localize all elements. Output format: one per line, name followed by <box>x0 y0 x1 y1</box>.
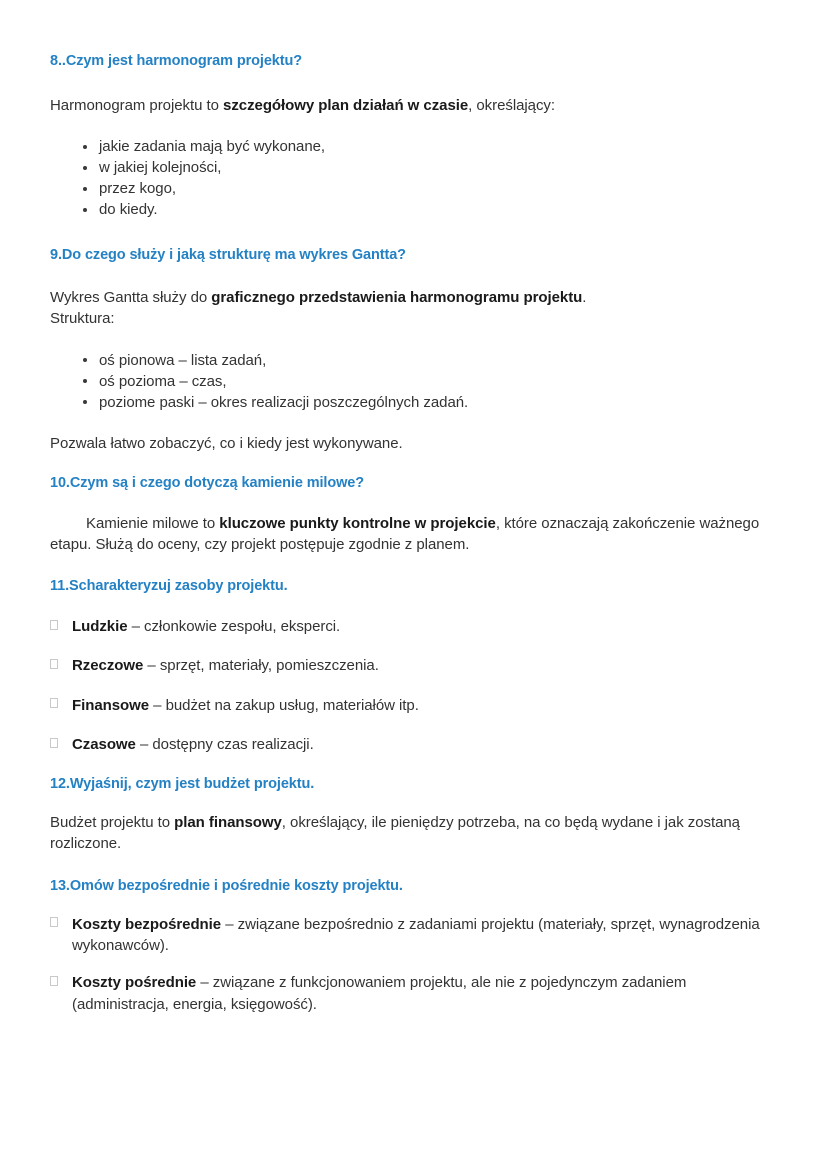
cost-item-description: – związane bezpośrednio z zadaniami projektu (materiały, sprzęt, wynagrodzenia wykonawców). <box>72 915 760 954</box>
paragraph-9-closing: Pozwala łatwo zobaczyć, co i kiedy jest wykonywane. <box>50 434 403 452</box>
bullet-disc-icon <box>83 187 87 191</box>
heading-question-9: 9.Do czego służy i jaką strukturę ma wykres Gantta? <box>50 247 406 264</box>
spacer <box>50 116 775 136</box>
bullet-disc-icon <box>83 358 87 362</box>
resource-item-ludzkie <box>50 616 775 637</box>
paragraph-8-intro-suffix: , określający: <box>468 96 555 114</box>
empty-box-glyph-icon <box>50 738 58 748</box>
paragraph-12-suffix: , określający, ile pieniędzy potrzeba, na co będą wydane i jak zostaną rozliczone. <box>50 814 740 853</box>
list-item <box>50 157 775 178</box>
list-item <box>50 350 775 371</box>
paragraph-8-intro-prefix: Harmonogram projektu to <box>50 96 224 114</box>
resource-item-rzeczowe <box>50 655 775 676</box>
heading-question-10: 10.Czym są i czego dotyczą kamienie milowe? <box>50 474 365 491</box>
cost-item-term: Koszty bezpośrednie <box>72 915 222 933</box>
cost-item-bezposrednie <box>50 914 775 957</box>
list-item-label: oś pionowa – lista zadań, <box>99 351 267 369</box>
empty-box-glyph-icon <box>50 698 58 708</box>
resource-item-finansowe <box>50 695 775 716</box>
spacer <box>50 265 775 287</box>
empty-box-glyph-icon <box>50 659 58 669</box>
list-item-label: w jakiej kolejności, <box>99 159 222 177</box>
spacer <box>50 755 775 775</box>
paragraph-9-intro-prefix: Wykres Gantta służy do <box>50 288 212 306</box>
heading-question-8: 8..Czym jest harmonogram projektu? <box>50 53 303 69</box>
paragraph-8-intro <box>50 95 775 116</box>
resource-item-term: Finansowe <box>72 696 150 714</box>
cost-item-term: Koszty pośrednie <box>72 974 197 992</box>
cost-item-description: – związane z funkcjonowaniem projektu, ale nie z pojedynczym zadaniem (administracja, energia, księgowość). <box>72 974 687 1013</box>
list-item <box>50 199 775 220</box>
cost-item-posrednie <box>50 972 775 1015</box>
list-item <box>50 371 775 392</box>
paragraph-9-intro-suffix: . <box>582 288 587 306</box>
bullet-disc-icon <box>83 379 87 383</box>
heading-question-13: 13.Omów bezpośrednie i pośrednie koszty projektu. <box>50 877 403 894</box>
resource-item-description: – dostępny czas realizacji. <box>135 736 314 754</box>
spacer <box>50 956 775 972</box>
paragraph-12-body <box>50 812 775 855</box>
spacer <box>50 637 775 655</box>
bullet-list-9 <box>50 350 775 413</box>
spacer <box>50 413 775 433</box>
list-item-label: poziome paski – okres realizacji poszczególnych zadań. <box>99 393 469 411</box>
resource-item-description: – budżet na zakup usług, materiałów itp. <box>149 696 419 714</box>
list-item-label: do kiedy. <box>99 201 158 219</box>
spacer <box>50 220 775 246</box>
document-body <box>50 52 775 1015</box>
list-item-label: jakie zadania mają być wykonane, <box>99 138 326 156</box>
list-item <box>50 178 775 199</box>
bullet-disc-icon <box>83 400 87 404</box>
paragraph-10-bold: kluczowe punkty kontrolne w projekcie <box>219 514 496 532</box>
paragraph-12-prefix: Budżet projektu to <box>50 814 175 832</box>
empty-box-glyph-icon <box>50 976 58 986</box>
spacer <box>50 493 775 513</box>
spacer <box>50 794 775 812</box>
spacer <box>50 71 775 95</box>
resource-item-description: – sprzęt, materiały, pomieszczenia. <box>143 657 379 675</box>
spacer <box>50 896 775 914</box>
list-item <box>50 136 775 157</box>
spacer <box>50 454 775 474</box>
paragraph-10-prefix: Kamienie milowe to <box>86 514 220 532</box>
spacer <box>50 716 775 734</box>
list-item-label: oś pozioma – czas, <box>99 372 227 390</box>
list-item-label: przez kogo, <box>99 180 176 198</box>
resource-item-term: Ludzkie <box>72 618 128 636</box>
list-item <box>50 392 775 413</box>
paragraph-9-intro-bold: graficznego przedstawienia harmonogramu projektu <box>211 288 583 306</box>
spacer <box>50 677 775 695</box>
heading-question-11: 11.Scharakteryzuj zasoby projektu. <box>50 578 288 595</box>
bullet-list-8 <box>50 136 775 220</box>
paragraph-10-body <box>50 513 775 556</box>
resource-item-term: Rzeczowe <box>72 657 144 675</box>
paragraph-9-intro <box>50 287 775 308</box>
spacer <box>50 330 775 350</box>
paragraph-12-bold: plan finansowy <box>174 814 282 832</box>
empty-box-glyph-icon <box>50 917 58 927</box>
paragraph-8-intro-bold: szczegółowy plan działań w czasie <box>223 96 469 114</box>
heading-question-12: 12.Wyjaśnij, czym jest budżet projektu. <box>50 776 315 793</box>
resource-item-description: – członkowie zespołu, eksperci. <box>127 618 341 636</box>
spacer <box>50 855 775 877</box>
empty-box-glyph-icon <box>50 620 58 630</box>
spacer <box>50 555 775 577</box>
spacer <box>50 596 775 616</box>
bullet-disc-icon <box>83 145 87 149</box>
bullet-disc-icon <box>83 208 87 212</box>
bullet-disc-icon <box>83 166 87 170</box>
paragraph-9-structure-label: Struktura: <box>50 310 115 328</box>
resource-item-term: Czasowe <box>72 736 136 754</box>
resource-item-czasowe <box>50 734 775 755</box>
paragraph-10-suffix: , które oznaczają zakończenie ważnego etapu. Służą do oceny, czy projekt postępuje zgodnie z planem. <box>50 514 760 554</box>
